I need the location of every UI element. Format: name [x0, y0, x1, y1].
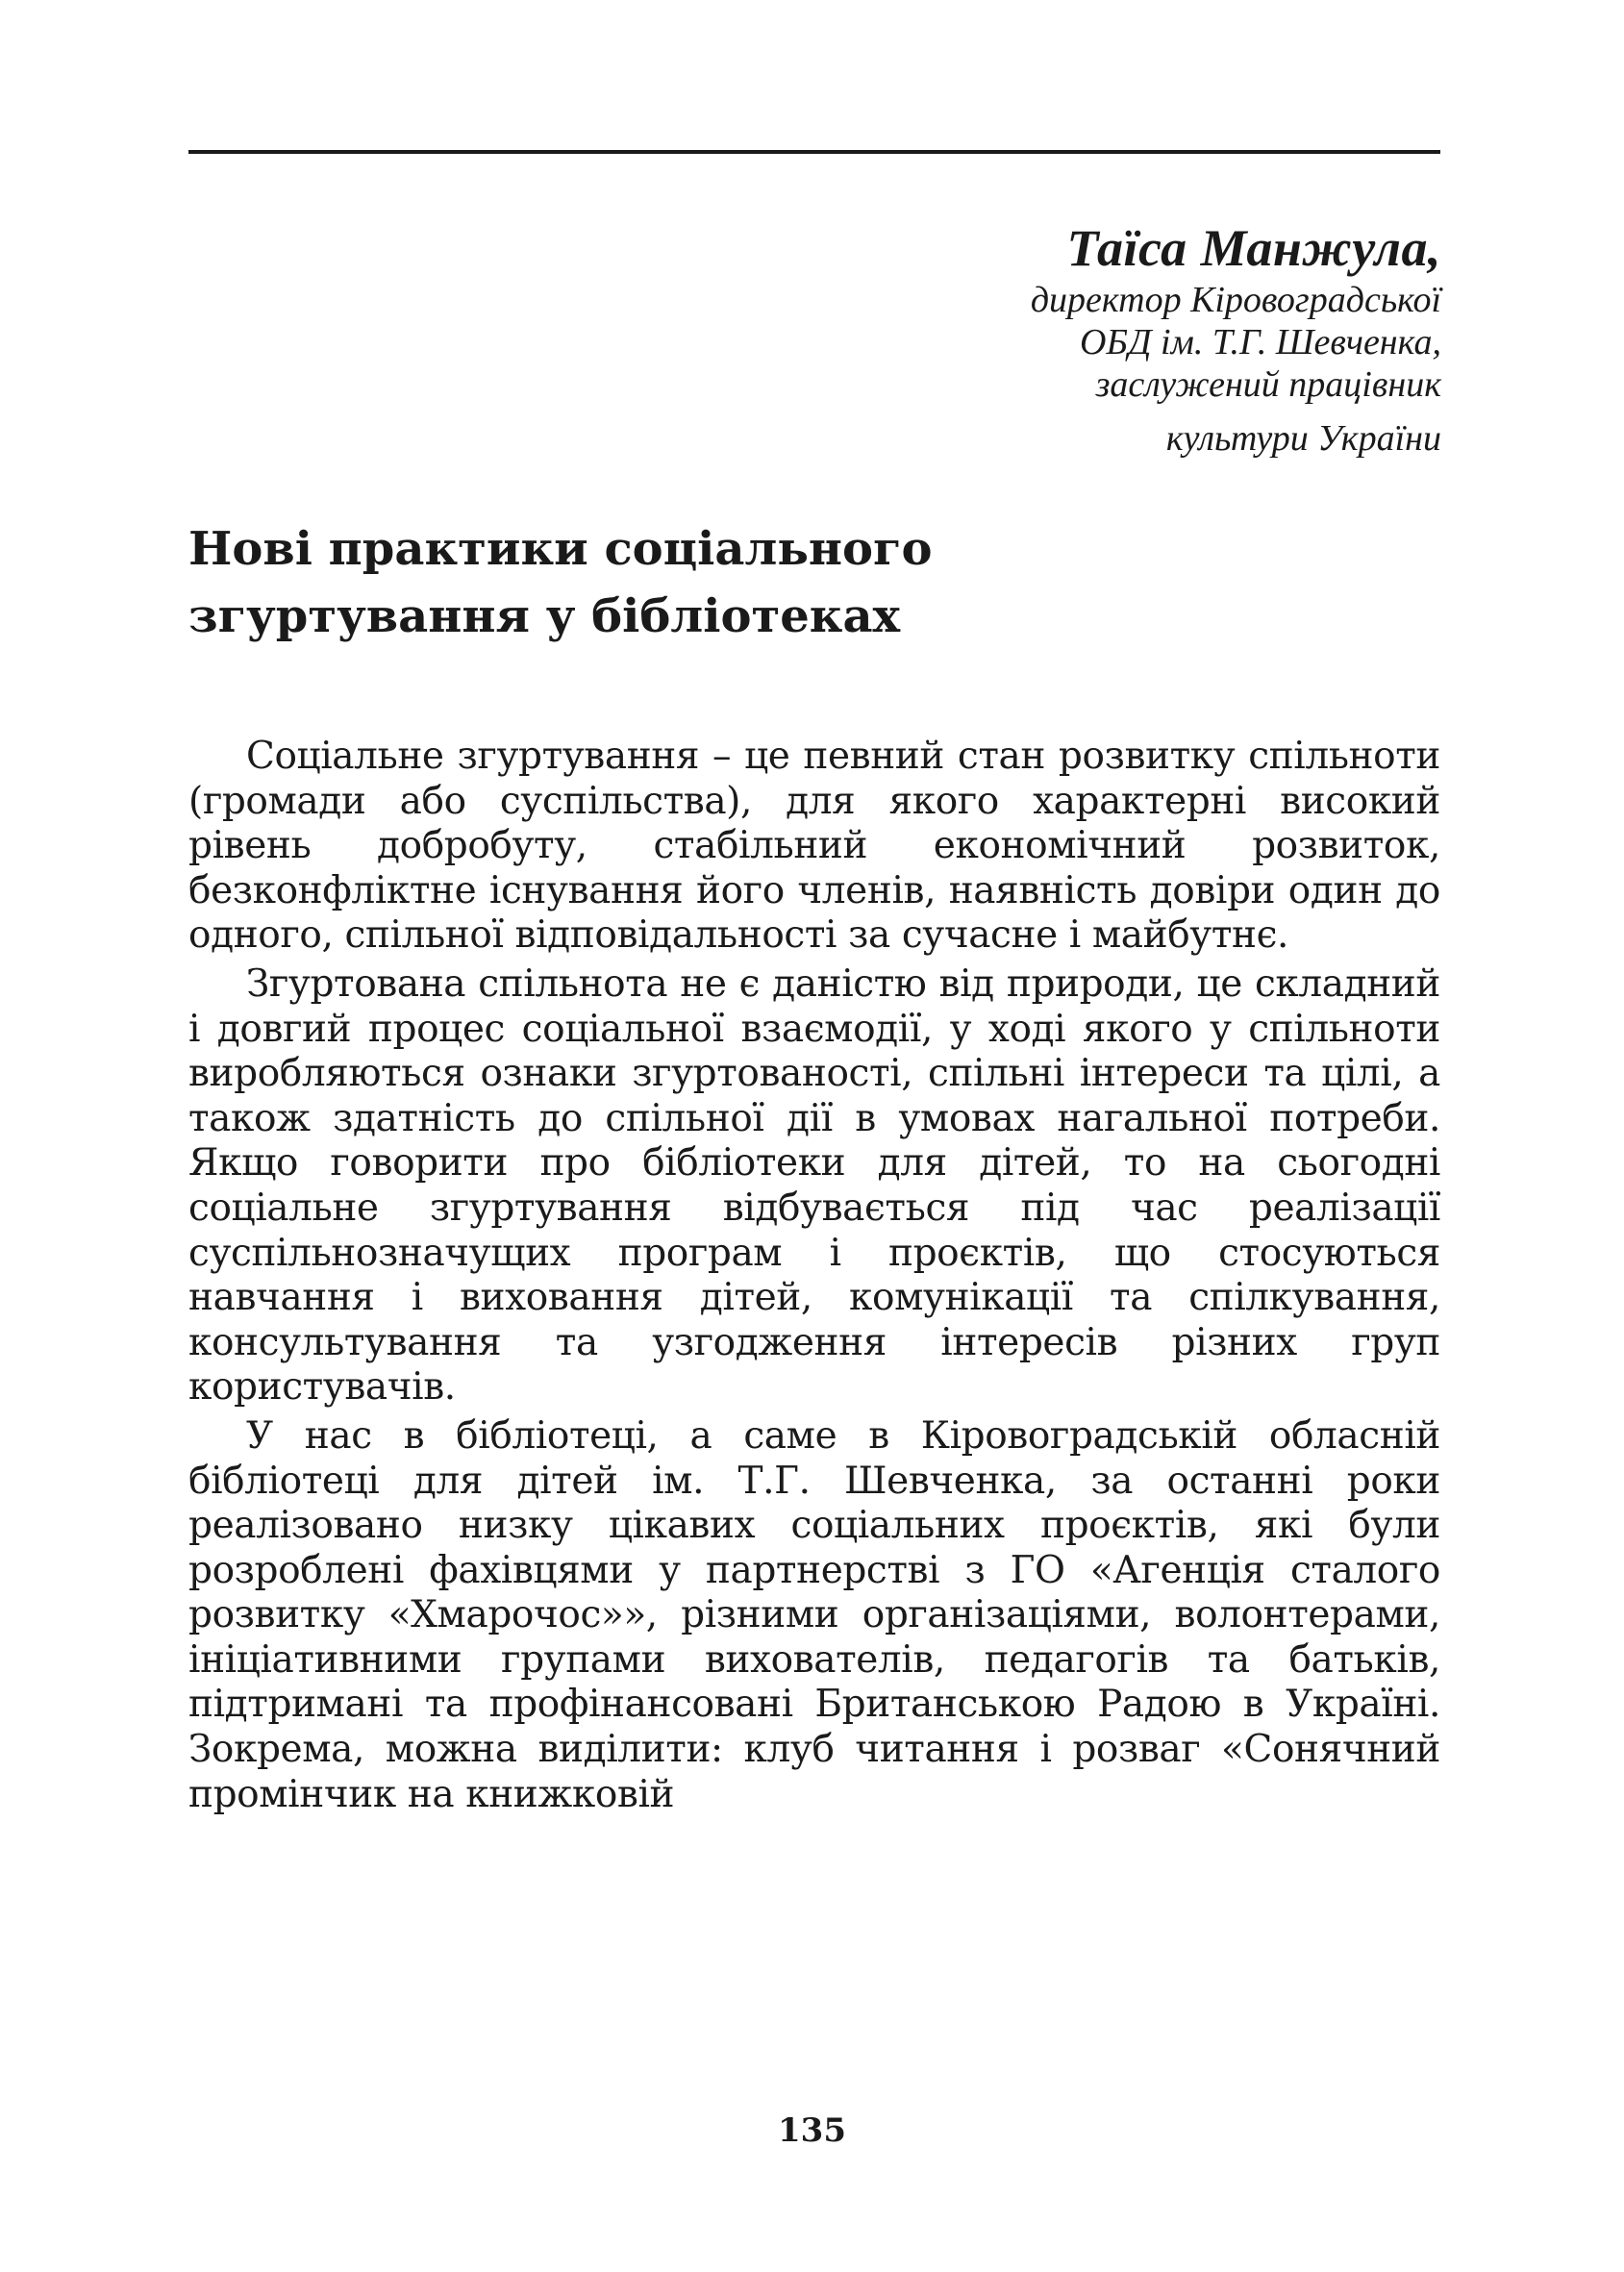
- article-title-line: Нові практики соціального: [188, 522, 933, 576]
- author-block: [576, 217, 1441, 460]
- article-title-line: згуртування у бібліотеках: [188, 589, 901, 643]
- article-body: [188, 735, 1440, 1821]
- article-title: [188, 515, 1246, 650]
- top-rule: [188, 150, 1440, 154]
- author-position-line: ОБД ім. Т.Г. Шевченка,: [1080, 322, 1441, 362]
- author-name: Таїса Манжула,: [1066, 219, 1441, 277]
- author-position-line: директор Кіровоградської: [1030, 280, 1441, 320]
- author-position-line: заслужений працівник: [1095, 364, 1441, 405]
- body-paragraph: Соціальне згуртування – це певний стан розвитку спільноти (громади або суспільства), для якого характерні високий рівень добробуту, стабільний економічний розвиток, безконфліктне існування його членів, наявність довіри один до одного, спільної відповідальності за сучасне і майбутнє.: [188, 735, 1440, 958]
- page-number: 135: [778, 2111, 846, 2150]
- body-paragraph: У нас в бібліотеці, а саме в Кіровоградській обласній бібліотеці для дітей ім. Т.Г. Шевченка, за останні роки реалізовано низку цікавих соціальних проєктів, які були розроблені фахівцями у партнерстві з ГО «Агенція сталого розвитку «Хмарочос»», різними організаціями, волонтерами, ініціативними групами вихователів, педагогів та батьків, підтримані та профінансовані Британською Радою в Україні. Зокрема, можна виділити: клуб читання і розваг «Сонячний промінчик на книжковій: [188, 1413, 1440, 1816]
- body-paragraph: Згуртована спільнота не є даністю від природи, це складний і довгий процес соціальної взаємодії, у ході якого у спільноти виробляються ознаки згуртованості, спільні інтереси та цілі, а також здатність до спільної дії в умовах нагальної потреби. Якщо говорити про бібліотеки для дітей, то на сьогодні соціальне згуртування відбувається під час реалізації суспільнозначущих програм і проєктів, що стосуються навчання і виховання дітей, комунікації та спілкування, консультування та узгодження інтересів різних груп користувачів.: [188, 961, 1440, 1410]
- author-position-line: культури України: [1165, 418, 1441, 459]
